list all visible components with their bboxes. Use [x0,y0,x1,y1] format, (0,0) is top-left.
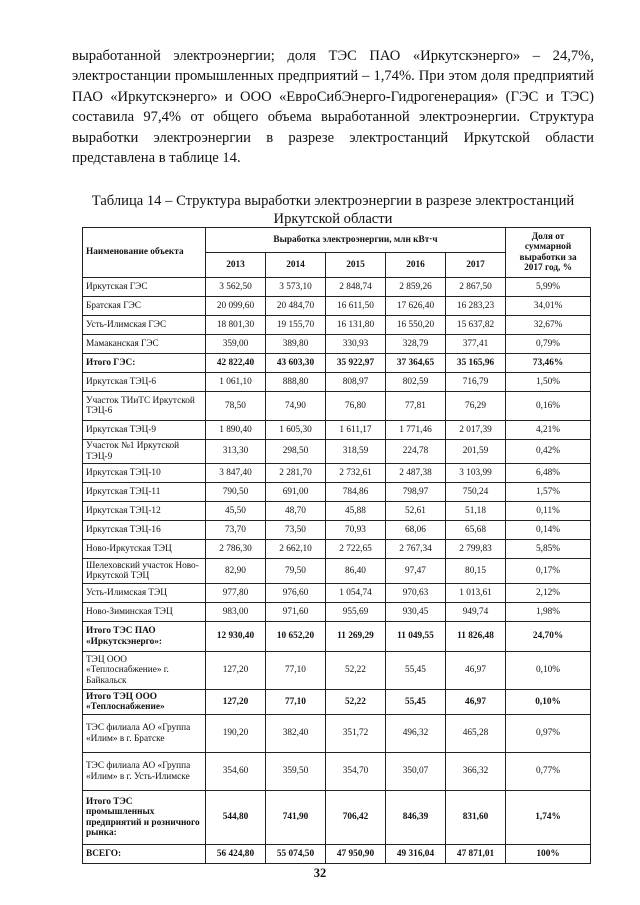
share-cell: 100% [506,845,591,864]
share-cell: 0,10% [506,652,591,690]
value-cell: 127,20 [206,652,266,690]
value-cell: 70,93 [326,521,386,540]
value-cell: 366,32 [446,753,506,791]
value-cell: 798,97 [386,483,446,502]
share-cell: 0,17% [506,559,591,584]
value-cell: 82,90 [206,559,266,584]
value-cell: 35 165,96 [446,354,506,373]
share-cell: 0,10% [506,690,591,715]
share-cell: 0,77% [506,753,591,791]
table-row [83,690,591,715]
header-year: 2017 [446,253,506,278]
row-name-cell: Ново-Зиминская ТЭЦ [83,603,206,622]
value-cell: 17 626,40 [386,297,446,316]
value-cell: 955,69 [326,603,386,622]
table-row [83,845,591,864]
value-cell: 328,79 [386,335,446,354]
value-cell: 377,41 [446,335,506,354]
header-year: 2013 [206,253,266,278]
table-row [83,421,591,440]
table-row [83,753,591,791]
value-cell: 76,29 [446,392,506,421]
row-name-cell: Иркутская ТЭЦ-12 [83,502,206,521]
value-cell: 1 611,17 [326,421,386,440]
share-cell: 1,50% [506,373,591,392]
value-cell: 74,90 [266,392,326,421]
share-cell: 5,85% [506,540,591,559]
value-cell: 2 848,74 [326,278,386,297]
value-cell: 802,59 [386,373,446,392]
share-cell: 0,97% [506,715,591,753]
table-row [83,584,591,603]
header-year: 2016 [386,253,446,278]
value-cell: 977,80 [206,584,266,603]
value-cell: 55,45 [386,690,446,715]
row-name-cell: Участок №1 Иркутской ТЭЦ-9 [83,440,206,464]
value-cell: 330,93 [326,335,386,354]
value-cell: 351,72 [326,715,386,753]
table-row [83,502,591,521]
value-cell: 790,50 [206,483,266,502]
row-name-cell: Иркутская ТЭЦ-9 [83,421,206,440]
value-cell: 55 074,50 [266,845,326,864]
share-cell: 6,48% [506,464,591,483]
share-cell: 0,14% [506,521,591,540]
row-name-cell: Иркутская ГЭС [83,278,206,297]
body-paragraph: выработанной электроэнергии; доля ТЭС ПАО «Иркутскэнерго» – 24,7%, электростанции промышленных предприятий – 1,74%. При этом доля предприятий ПАО «Иркутскэнерго» и ООО «ЕвроСибЭнерго-Гидрогенерация» (ГЭС и ТЭС) составила 97,4% от общего объема выработанной электроэнергии. Структура выработки электроэнергии в разрезе электростанций Иркутской области представлена в таблице 14. [72,48,594,167]
table-row [83,483,591,502]
value-cell: 16 611,50 [326,297,386,316]
value-cell: 77,10 [266,690,326,715]
table-row [83,603,591,622]
value-cell: 224,78 [386,440,446,464]
table-row [83,278,591,297]
value-cell: 16 283,23 [446,297,506,316]
share-cell: 0,16% [506,392,591,421]
value-cell: 888,80 [266,373,326,392]
value-cell: 784,86 [326,483,386,502]
row-name-cell: ТЭЦ ООО «Теплоснабжение» г. Байкальск [83,652,206,690]
value-cell: 544,80 [206,791,266,845]
value-cell: 2 487,38 [386,464,446,483]
value-cell: 42 822,40 [206,354,266,373]
row-name-cell: Братская ГЭС [83,297,206,316]
header-share: Доля от суммарной выработки за 2017 год, % [506,228,591,278]
table-row [83,521,591,540]
value-cell: 1 890,40 [206,421,266,440]
value-cell: 11 049,55 [386,622,446,652]
value-cell: 46,97 [446,690,506,715]
value-cell: 15 637,82 [446,316,506,335]
header-object-name: Наименование объекта [83,228,206,278]
value-cell: 47 950,90 [326,845,386,864]
value-cell: 2 767,34 [386,540,446,559]
value-cell: 11 269,29 [326,622,386,652]
value-cell: 47 871,01 [446,845,506,864]
value-cell: 3 103,99 [446,464,506,483]
share-cell: 4,21% [506,421,591,440]
table-row [83,335,591,354]
value-cell: 1 054,74 [326,584,386,603]
value-cell: 3 573,10 [266,278,326,297]
share-cell: 0,79% [506,335,591,354]
value-cell: 359,50 [266,753,326,791]
header-year: 2014 [266,253,326,278]
table-row [83,622,591,652]
share-cell: 5,99% [506,278,591,297]
value-cell: 2 281,70 [266,464,326,483]
value-cell: 3 562,50 [206,278,266,297]
value-cell: 831,60 [446,791,506,845]
share-cell: 34,01% [506,297,591,316]
value-cell: 949,74 [446,603,506,622]
value-cell: 18 801,30 [206,316,266,335]
value-cell: 80,15 [446,559,506,584]
header-year: 2015 [326,253,386,278]
share-cell: 73,46% [506,354,591,373]
value-cell: 79,50 [266,559,326,584]
value-cell: 1 013,61 [446,584,506,603]
value-cell: 37 364,65 [386,354,446,373]
value-cell: 350,07 [386,753,446,791]
value-cell: 2 799,83 [446,540,506,559]
value-cell: 971,60 [266,603,326,622]
value-cell: 65,68 [446,521,506,540]
row-name-cell: Иркутская ТЭЦ-10 [83,464,206,483]
value-cell: 68,06 [386,521,446,540]
value-cell: 706,42 [326,791,386,845]
table-row [83,464,591,483]
share-cell: 24,70% [506,622,591,652]
value-cell: 56 424,80 [206,845,266,864]
row-name-cell: Шелеховский участок Ново-Иркутской ТЭЦ [83,559,206,584]
value-cell: 52,61 [386,502,446,521]
table-row [83,715,591,753]
value-cell: 354,70 [326,753,386,791]
value-cell: 52,22 [326,652,386,690]
value-cell: 78,50 [206,392,266,421]
value-cell: 1 771,46 [386,421,446,440]
value-cell: 51,18 [446,502,506,521]
value-cell: 2 722,65 [326,540,386,559]
row-name-cell: Иркутская ТЭЦ-11 [83,483,206,502]
row-name-cell: Ново-Иркутская ТЭЦ [83,540,206,559]
value-cell: 73,50 [266,521,326,540]
generation-structure-table [82,227,591,864]
value-cell: 49 316,04 [386,845,446,864]
value-cell: 930,45 [386,603,446,622]
value-cell: 10 652,20 [266,622,326,652]
value-cell: 976,60 [266,584,326,603]
row-name-cell: Иркутская ТЭЦ-16 [83,521,206,540]
value-cell: 45,88 [326,502,386,521]
row-name-cell: Иркутская ТЭЦ-6 [83,373,206,392]
value-cell: 465,28 [446,715,506,753]
table-row [83,652,591,690]
value-cell: 2 017,39 [446,421,506,440]
value-cell: 354,60 [206,753,266,791]
share-cell: 1,74% [506,791,591,845]
table-row [83,354,591,373]
value-cell: 2 786,30 [206,540,266,559]
value-cell: 1 605,30 [266,421,326,440]
value-cell: 55,45 [386,652,446,690]
share-cell: 0,11% [506,502,591,521]
value-cell: 2 732,61 [326,464,386,483]
value-cell: 16 550,20 [386,316,446,335]
value-cell: 2 859,26 [386,278,446,297]
row-name-cell: Участок ТИиТС Иркутской ТЭЦ-6 [83,392,206,421]
share-cell: 1,98% [506,603,591,622]
value-cell: 97,47 [386,559,446,584]
value-cell: 496,32 [386,715,446,753]
table-row [83,540,591,559]
row-name-cell: Итого ТЭС промышленных предприятий и розничного рынка: [83,791,206,845]
value-cell: 45,50 [206,502,266,521]
table-row [83,791,591,845]
value-cell: 19 155,70 [266,316,326,335]
share-cell: 1,57% [506,483,591,502]
share-cell: 32,67% [506,316,591,335]
value-cell: 77,81 [386,392,446,421]
table-row [83,559,591,584]
value-cell: 389,80 [266,335,326,354]
row-name-cell: Итого ТЭС ПАО «Иркутскэнерго»: [83,622,206,652]
value-cell: 983,00 [206,603,266,622]
value-cell: 127,20 [206,690,266,715]
table-caption: Таблица 14 – Структура выработки электроэнергии в разрезе электростанций Иркутской области [91,193,575,227]
row-name-cell: ВСЕГО: [83,845,206,864]
value-cell: 20 099,60 [206,297,266,316]
table-row [83,440,591,464]
value-cell: 318,59 [326,440,386,464]
row-name-cell: Мамаканская ГЭС [83,335,206,354]
table-row [83,316,591,335]
page-number: 32 [313,866,327,880]
value-cell: 846,39 [386,791,446,845]
value-cell: 12 930,40 [206,622,266,652]
row-name-cell: ТЭС филиала АО «Группа «Илим» в г. Братске [83,715,206,753]
row-name-cell: Усть-Илимская ТЭЦ [83,584,206,603]
value-cell: 2 867,50 [446,278,506,297]
value-cell: 76,80 [326,392,386,421]
value-cell: 970,63 [386,584,446,603]
row-name-cell: Итого ГЭС: [83,354,206,373]
table-row [83,373,591,392]
value-cell: 359,00 [206,335,266,354]
value-cell: 20 484,70 [266,297,326,316]
value-cell: 298,50 [266,440,326,464]
value-cell: 1 061,10 [206,373,266,392]
header-production: Выработка электроэнергии, млн кВт·ч [206,228,506,253]
value-cell: 43 603,30 [266,354,326,373]
share-cell: 0,42% [506,440,591,464]
value-cell: 741,90 [266,791,326,845]
table-row [83,297,591,316]
value-cell: 3 847,40 [206,464,266,483]
value-cell: 48,70 [266,502,326,521]
value-cell: 11 826,48 [446,622,506,652]
value-cell: 201,59 [446,440,506,464]
row-name-cell: ТЭС филиала АО «Группа «Илим» в г. Усть-Илимске [83,753,206,791]
value-cell: 86,40 [326,559,386,584]
value-cell: 190,20 [206,715,266,753]
value-cell: 16 131,80 [326,316,386,335]
value-cell: 750,24 [446,483,506,502]
value-cell: 382,40 [266,715,326,753]
value-cell: 73,70 [206,521,266,540]
share-cell: 2,12% [506,584,591,603]
table-row [83,392,591,421]
value-cell: 716,79 [446,373,506,392]
value-cell: 35 922,97 [326,354,386,373]
value-cell: 77,10 [266,652,326,690]
value-cell: 691,00 [266,483,326,502]
value-cell: 313,30 [206,440,266,464]
value-cell: 2 662,10 [266,540,326,559]
value-cell: 808,97 [326,373,386,392]
value-cell: 52,22 [326,690,386,715]
value-cell: 46,97 [446,652,506,690]
row-name-cell: Итого ТЭЦ ООО «Теплоснабжение» [83,690,206,715]
row-name-cell: Усть-Илимская ГЭС [83,316,206,335]
